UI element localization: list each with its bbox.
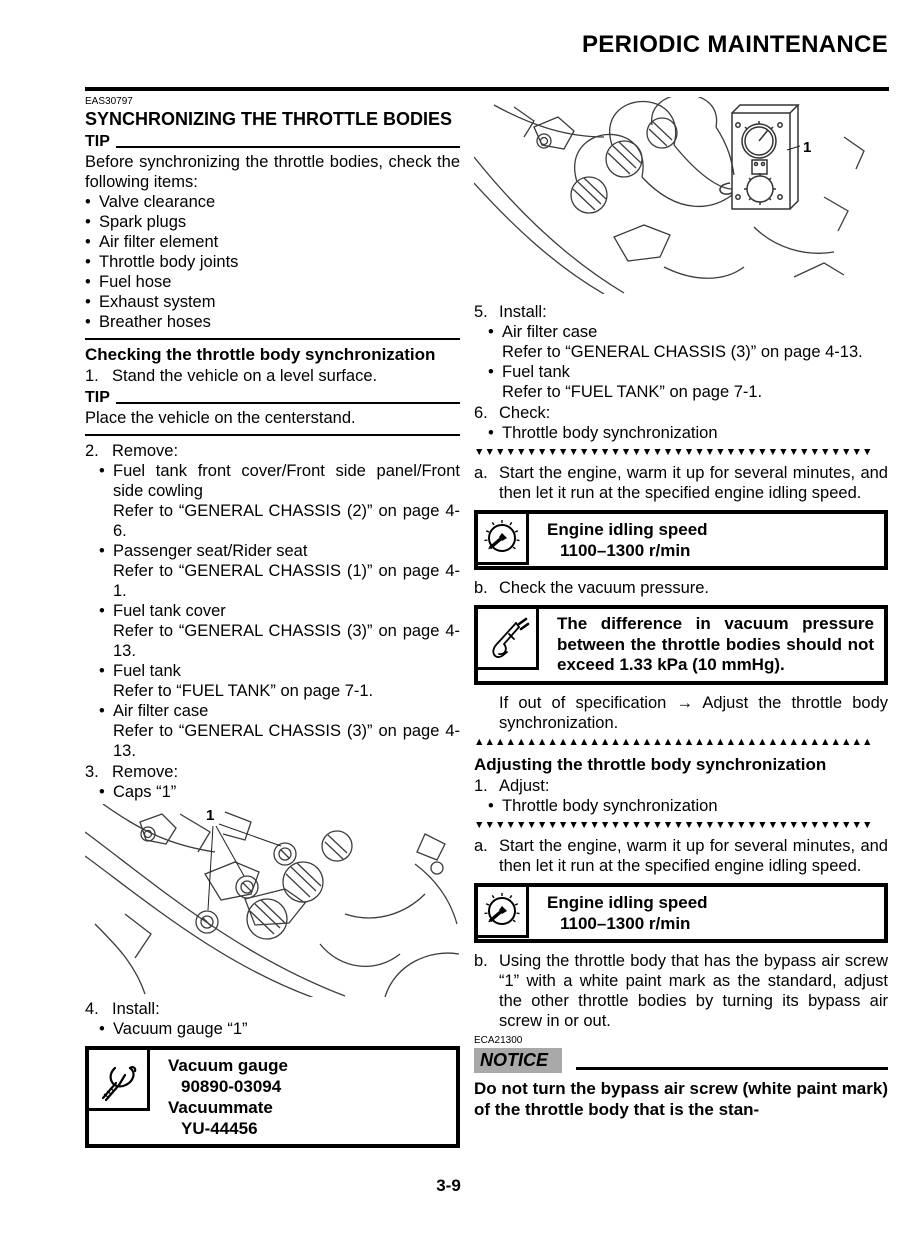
- item-name: Throttle body synchronization: [502, 424, 718, 442]
- item-ref: Refer to “GENERAL CHASSIS (3)” on page 4-13.: [113, 722, 460, 760]
- tip-header: [85, 132, 460, 151]
- page-number: 3-9: [436, 1176, 461, 1195]
- bullet-dot: •: [99, 702, 105, 720]
- item-text: Exhaust system: [99, 293, 216, 311]
- step-number: 4.: [85, 1000, 99, 1018]
- step-4: [85, 999, 460, 1019]
- notice-code: ECA21300: [474, 1034, 523, 1046]
- item-text: Breather hoses: [99, 313, 211, 331]
- step-number: 1.: [85, 367, 99, 385]
- tool-name: Vacuummate: [168, 1098, 273, 1117]
- list-item: [85, 252, 460, 272]
- step-text: Check:: [499, 404, 551, 422]
- tip-label: TIP: [85, 133, 110, 150]
- step-text: Install:: [112, 1000, 160, 1018]
- special-tool-box: [85, 1046, 460, 1148]
- item-text: Fuel hose: [99, 273, 172, 291]
- adjust-step-1: [474, 776, 888, 796]
- list-item: [99, 701, 460, 761]
- substep-letter: a.: [474, 464, 488, 482]
- step-text: Remove:: [112, 442, 179, 460]
- substep-letter: a.: [474, 836, 488, 855]
- tool-id: YU-44456: [181, 1119, 258, 1138]
- item-text: Throttle body joints: [99, 253, 239, 271]
- step-1: [85, 366, 460, 386]
- list-item: [488, 362, 888, 402]
- if-out-of-spec-text: If out of specification → Adjust the throttle body synchronization.: [499, 693, 888, 732]
- check-items-list: [85, 192, 460, 332]
- bullet-dot: •: [85, 193, 91, 211]
- list-item: [85, 192, 460, 212]
- substep-text: Start the engine, warm it up for several minutes, and then let it run at the specified engine idling speed.: [499, 836, 888, 875]
- list-item: [488, 423, 888, 443]
- step-text: Stand the vehicle on a level surface.: [112, 367, 378, 385]
- item-name: Fuel tank: [113, 662, 181, 680]
- bullet-dot: •: [99, 602, 105, 620]
- item-name: Fuel tank cover: [113, 602, 226, 620]
- notice-text: Do not turn the bypass air screw (white paint mark) of the throttle body that is the stan-: [474, 1078, 888, 1119]
- list-item: [85, 232, 460, 252]
- bullet-dot: •: [85, 293, 91, 311]
- bullet-dot: •: [99, 462, 105, 480]
- step-number: 5.: [474, 303, 488, 321]
- spec-value: 1100–1300 r/min: [560, 541, 691, 560]
- figure-throttle-body-caps: [85, 804, 460, 997]
- procedure-start-arrows: ▼▼▼▼▼▼▼▼▼▼▼▼▼▼▼▼▼▼▼▼▼▼▼▼▼▼▼▼▼▼▼▼▼▼▼▼▼▼: [474, 446, 873, 458]
- step-6: [474, 403, 888, 423]
- list-item: [85, 212, 460, 232]
- special-tool-icon: [89, 1050, 150, 1111]
- step-3: [85, 762, 460, 782]
- notice-header: [474, 1048, 888, 1073]
- substep-letter: b.: [474, 951, 488, 970]
- caliper-icon: [478, 609, 539, 670]
- tool-id: 90890-03094: [181, 1077, 282, 1096]
- step-number: 3.: [85, 763, 99, 781]
- list-item: [488, 322, 888, 362]
- engine-line-art: [85, 804, 460, 997]
- bullet-dot: •: [99, 662, 105, 680]
- bullet-dot: •: [488, 424, 494, 442]
- right-column: [474, 95, 888, 1121]
- list-item: [85, 312, 460, 332]
- substep-b: [474, 951, 888, 1031]
- figure-callout-1: 1: [803, 139, 812, 156]
- list-item: [99, 782, 460, 802]
- gauge-icon: [478, 514, 529, 565]
- substep-text: Check the vacuum pressure.: [499, 579, 710, 597]
- notice-label: NOTICE: [474, 1048, 562, 1073]
- substep-text: Start the engine, warm it up for several minutes, and then let it run at the specified engine idling speed.: [499, 464, 888, 502]
- tip-rule: [116, 146, 460, 148]
- substep-text: Using the throttle body that has the bypass air screw “1” with a white paint mark as the standard, adjust the other throttle bodies by turning its bypass air screw in or out.: [499, 951, 888, 1030]
- list-item: [99, 541, 460, 601]
- item-name: Caps “1”: [113, 783, 177, 801]
- bullet-dot: •: [85, 233, 91, 251]
- tip-header: [85, 388, 460, 407]
- bullet-dot: •: [85, 313, 91, 331]
- step-text: Remove:: [112, 763, 179, 781]
- bullet-dot: •: [85, 273, 91, 291]
- substep-a: [474, 463, 888, 503]
- section-divider: [85, 434, 460, 436]
- procedure-start-arrows: ▼▼▼▼▼▼▼▼▼▼▼▼▼▼▼▼▼▼▼▼▼▼▼▼▼▼▼▼▼▼▼▼▼▼▼▼▼▼: [474, 818, 873, 831]
- substep-b: [474, 578, 888, 598]
- adjusting-heading: Adjusting the throttle body synchronization: [474, 754, 827, 774]
- step-text: Adjust:: [499, 776, 550, 795]
- step-number: 6.: [474, 404, 488, 422]
- item-name: Fuel tank front cover/Front side panel/Front side cowling: [113, 462, 460, 500]
- item-ref: Refer to “GENERAL CHASSIS (1)” on page 4-1.: [113, 562, 460, 600]
- list-item: [85, 292, 460, 312]
- substep-a: [474, 836, 888, 876]
- header-rule: [85, 87, 889, 91]
- bullet-dot: •: [99, 1020, 105, 1038]
- step-2: [85, 441, 460, 461]
- bullet-dot: •: [99, 542, 105, 560]
- checking-heading: Checking the throttle body synchronization: [85, 345, 436, 364]
- vacuum-spec-text: The difference in vacuum pressure between the throttle bodies should not exceed 1.33 kPa (10 mmHg).: [557, 614, 874, 674]
- list-item: [99, 1019, 460, 1039]
- item-text: Valve clearance: [99, 193, 216, 211]
- bullet-dot: •: [99, 783, 105, 801]
- spec-title: Engine idling speed: [547, 892, 708, 912]
- step-number: 2.: [85, 442, 99, 460]
- bullet-dot: •: [488, 363, 494, 381]
- item-ref: Refer to “GENERAL CHASSIS (3)” on page 4-13.: [113, 622, 460, 660]
- figure-vacuum-gauge-attached: [474, 97, 888, 294]
- list-item: [99, 661, 460, 701]
- special-tool-text: [150, 1050, 296, 1144]
- item-name: Vacuum gauge “1”: [113, 1020, 248, 1038]
- tool-name: Vacuum gauge: [168, 1056, 288, 1075]
- idle-speed-spec-box: [474, 510, 888, 570]
- item-name: Fuel tank: [502, 363, 570, 381]
- vacuum-pressure-spec-box: [474, 605, 888, 685]
- bullet-dot: •: [85, 253, 91, 271]
- step-text: Install:: [499, 303, 547, 321]
- section-code: EAS30797: [85, 96, 133, 107]
- item-ref: Refer to “GENERAL CHASSIS (2)” on page 4-6.: [113, 502, 460, 540]
- item-name: Air filter case: [113, 702, 209, 720]
- tip-intro: Before synchronizing the throttle bodies, check the following items:: [85, 153, 460, 191]
- page-header-title: PERIODIC MAINTENANCE: [581, 31, 888, 58]
- notice-rule: [576, 1067, 888, 1070]
- item-name: Passenger seat/Rider seat: [113, 542, 308, 560]
- item-ref: Refer to “GENERAL CHASSIS (3)” on page 4-13.: [502, 343, 863, 361]
- idle-speed-spec-box: [474, 883, 888, 943]
- procedure-end-arrows: ▲▲▲▲▲▲▲▲▲▲▲▲▲▲▲▲▲▲▲▲▲▲▲▲▲▲▲▲▲▲▲▲▲▲▲▲▲▲: [474, 735, 873, 748]
- list-item: [99, 601, 460, 661]
- figure-callout-1: 1: [206, 807, 215, 824]
- section-divider: [85, 338, 460, 340]
- list-item: [99, 461, 460, 541]
- step-number: 1.: [474, 776, 488, 795]
- item-name: Throttle body synchronization: [502, 796, 718, 815]
- idle-speed-text: [529, 514, 716, 566]
- section-title: SYNCHRONIZING THE THROTTLE BODIES: [85, 109, 453, 129]
- tip-text: Place the vehicle on the centerstand.: [85, 409, 356, 427]
- item-name: Air filter case: [502, 323, 598, 341]
- bullet-dot: •: [85, 213, 91, 231]
- step-5: [474, 302, 888, 322]
- engine-line-art: [474, 97, 888, 294]
- item-text: Air filter element: [99, 233, 219, 251]
- substep-letter: b.: [474, 579, 488, 597]
- idle-speed-text: [529, 887, 716, 939]
- spec-title: Engine idling speed: [547, 520, 708, 539]
- tip-label: TIP: [85, 389, 110, 406]
- left-column: [85, 95, 460, 1156]
- item-ref: Refer to “FUEL TANK” on page 7-1.: [113, 682, 374, 700]
- tip-rule: [116, 402, 460, 404]
- gauge-icon: [478, 887, 529, 938]
- list-item: [85, 272, 460, 292]
- list-item: [488, 796, 888, 816]
- bullet-dot: •: [488, 796, 494, 815]
- item-ref: Refer to “FUEL TANK” on page 7-1.: [502, 383, 763, 401]
- spec-value: 1100–1300 r/min: [560, 913, 691, 933]
- bullet-dot: •: [488, 323, 494, 341]
- item-text: Spark plugs: [99, 213, 187, 231]
